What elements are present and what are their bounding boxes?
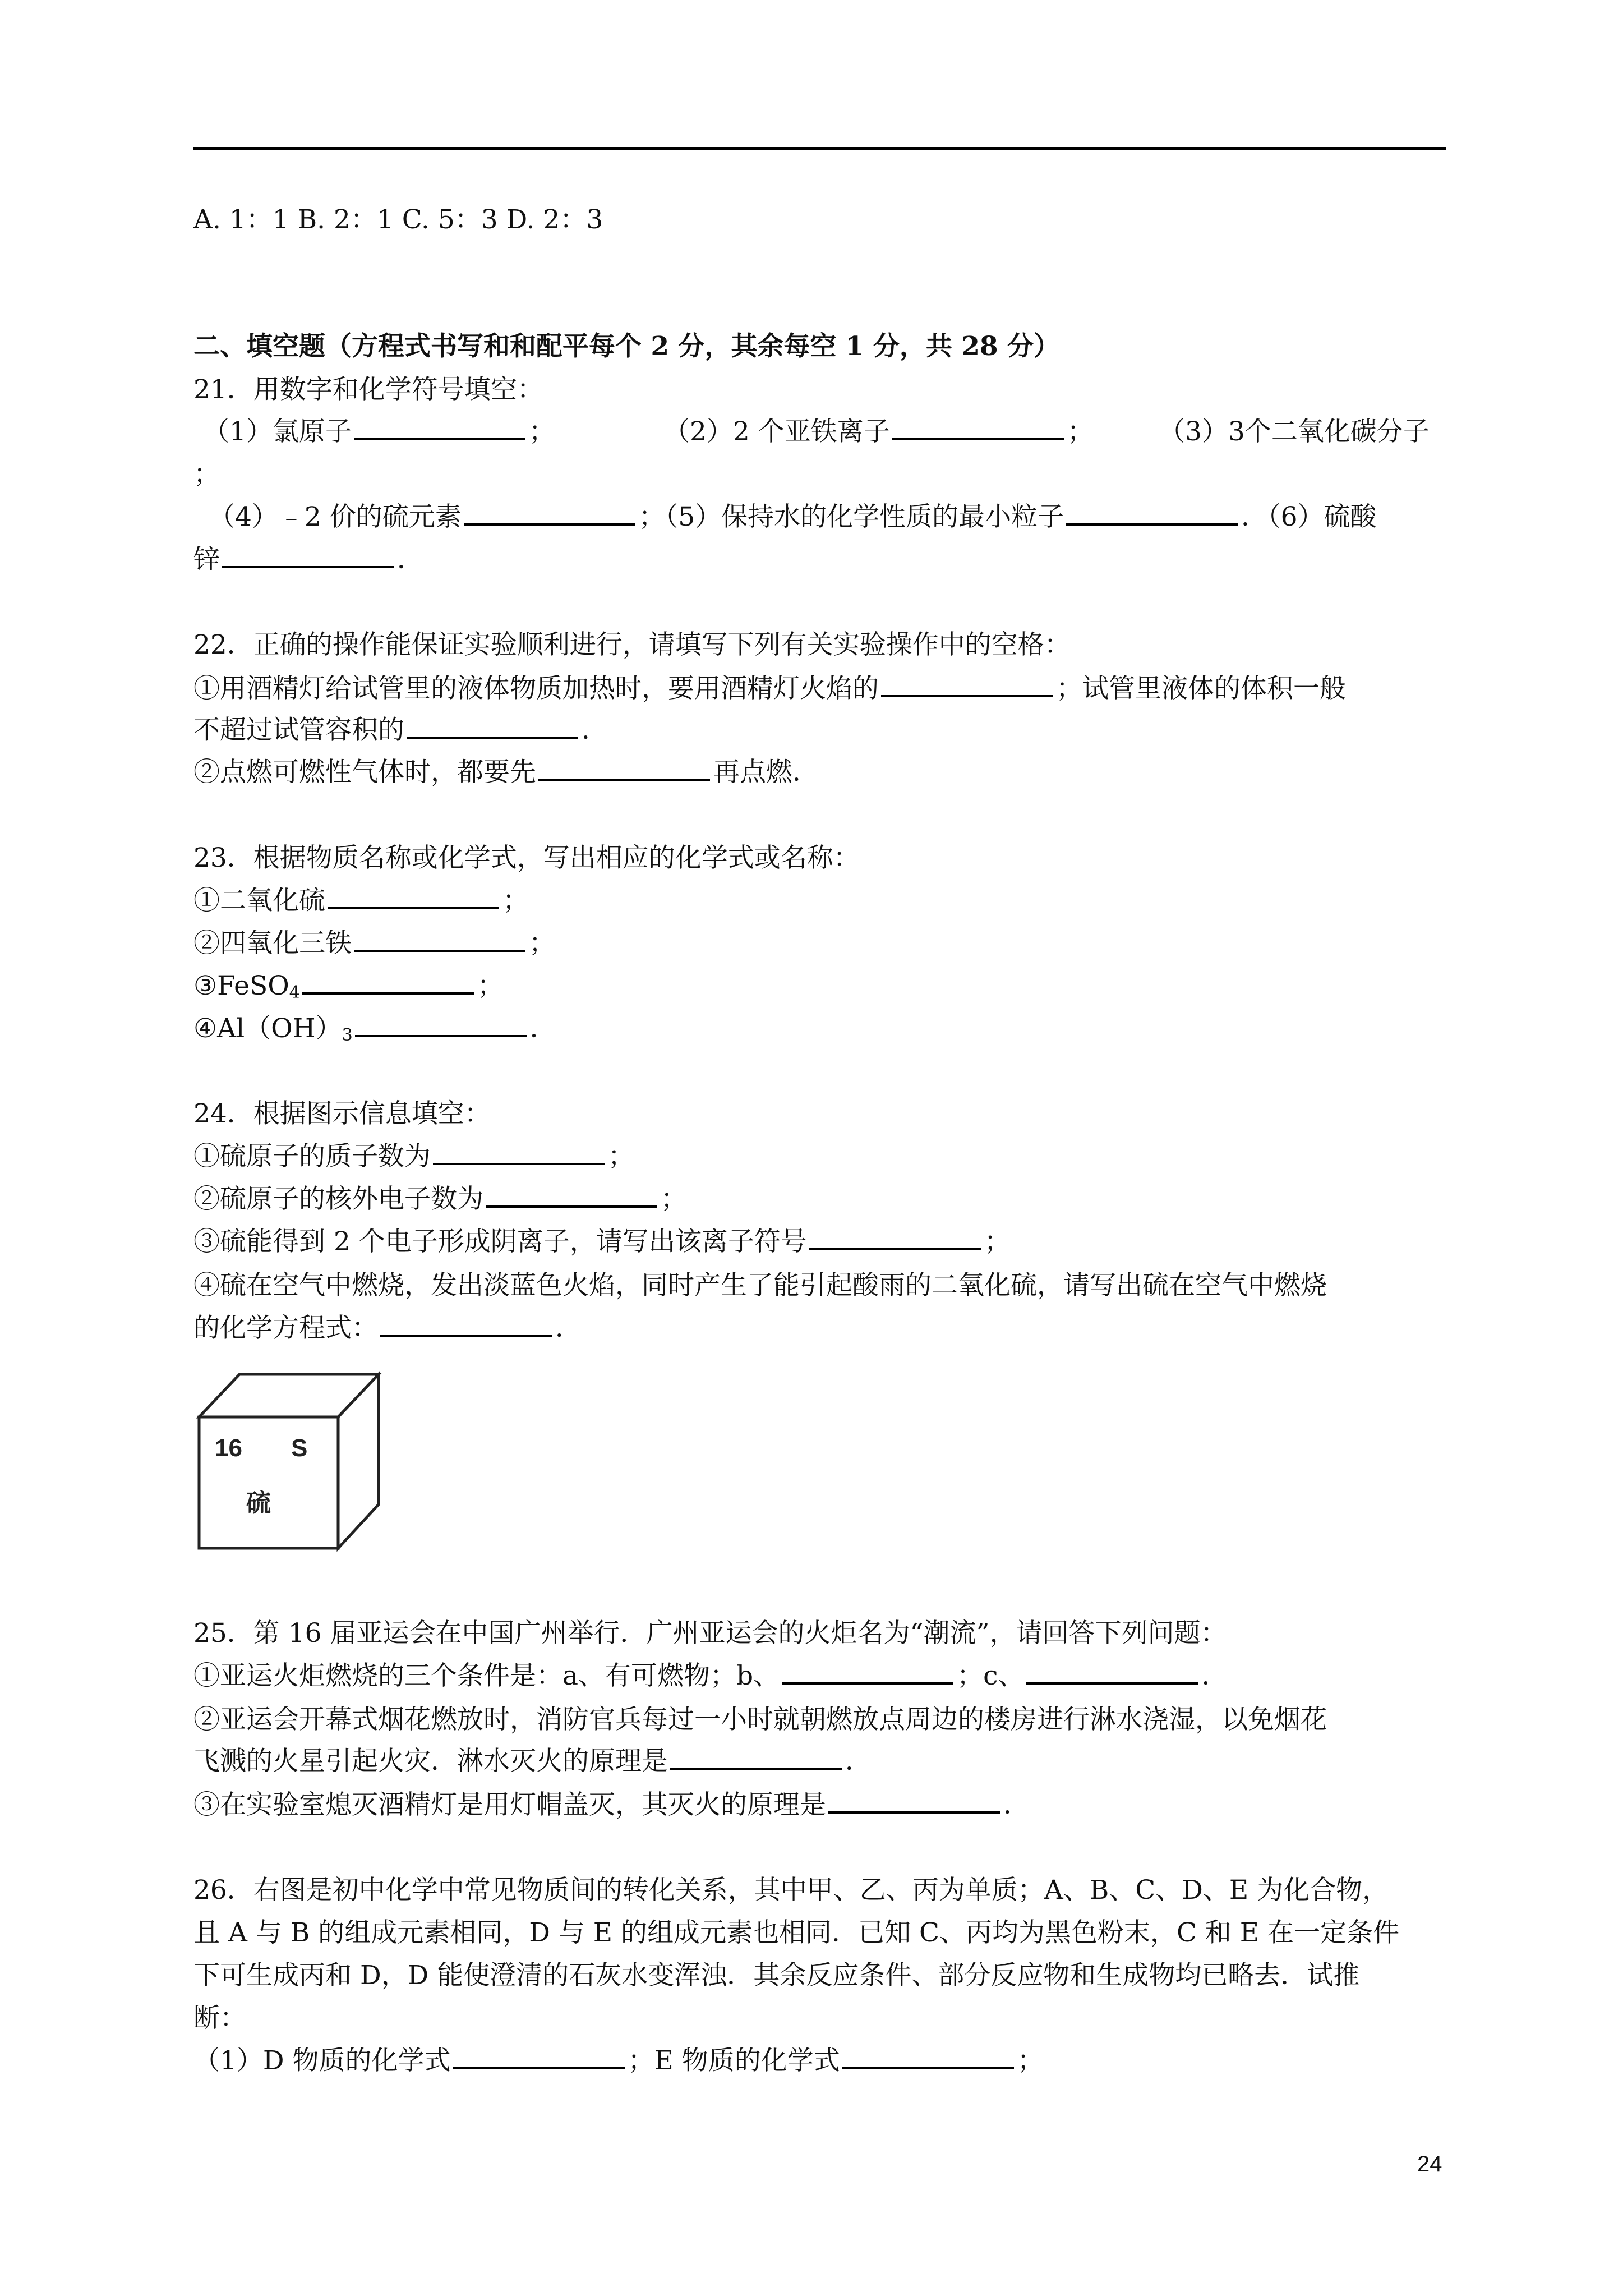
answer-blank[interactable] [892, 438, 1064, 440]
q23-item1-label: ①二氧化硫 [193, 885, 325, 916]
q24-item4: ④硫在空气中燃烧，发出淡蓝色火焰，同时产生了能引起酸雨的二氧化硫，请写出硫在空气中燃烧 [193, 1270, 1327, 1301]
atomic-number: 16 [215, 1434, 242, 1462]
answer-blank[interactable] [782, 1682, 953, 1685]
q22-text-b: ；试管里液体的体积一般 [1056, 673, 1346, 704]
answer-blank[interactable] [1066, 523, 1238, 526]
page-number: 24 [1417, 2152, 1442, 2177]
answer-blank[interactable] [538, 779, 710, 781]
answer-blank[interactable] [809, 1248, 981, 1250]
q22-stem: 22．正确的操作能保证实验顺利进行，请填写下列有关实验操作中的空格： [193, 629, 1071, 660]
q23-item4 [193, 1012, 556, 1052]
answer-blank[interactable] [464, 523, 635, 526]
answer-blank[interactable] [380, 1335, 552, 1337]
q26-line3: 下可生成丙和 D，D 能使澄清的石灰水变浑浊．其余反应条件、部分反应物和生成物均已略去．试推 [193, 1960, 1360, 1991]
q24-item3: ③硫能得到 2 个电子形成阴离子，请写出该离子符号 ； [193, 1226, 1011, 1257]
answer-blank[interactable] [1026, 1682, 1198, 1685]
q26-line5 [193, 2044, 1044, 2078]
q21-line1-b: （2）2 个亚铁离子 ； [663, 416, 1094, 447]
q25-text-e: ． [845, 1746, 872, 1777]
q25-text-a: ①亚运火炬燃烧的三个条件是：a、有可燃物；b、 [193, 1660, 780, 1691]
q22-text-f: 再点燃． [713, 757, 819, 788]
q21-part6: ．（6）硫酸 [1241, 501, 1377, 532]
q23-item4-label: ④Al（OH） [193, 1013, 342, 1044]
q23-item1 [193, 884, 529, 918]
q25-text-g: ． [1003, 1789, 1030, 1820]
q23-item4-end: ． [529, 1013, 556, 1044]
q24-item2: ②硫原子的核外电子数为 ； [193, 1184, 687, 1214]
q24-item1: ①硫原子的质子数为 ； [193, 1141, 634, 1172]
q22-line2 [193, 714, 608, 747]
q25-line1 [193, 1659, 1228, 1693]
q25-line4 [193, 1788, 1030, 1822]
section-title: 二、填空题（方程式书写和和配平每个 2 分，其余每空 1 分，共 28 分） [193, 331, 1060, 362]
q25-text-c: ． [1201, 1660, 1228, 1691]
q23-item2-end: ； [529, 928, 555, 959]
q24-item3-label: ③硫能得到 2 个电子形成阴离子，请写出该离子符号 [193, 1226, 807, 1257]
q21-part2: （2）2 个亚铁离子 [663, 416, 890, 447]
q23-item3-label: ③FeSO [193, 970, 289, 1001]
answer-blank[interactable] [354, 438, 525, 440]
answer-blank[interactable] [842, 2067, 1014, 2069]
answer-blank[interactable] [328, 907, 499, 909]
q22-line3 [193, 756, 819, 789]
q21-stem: 21．用数字和化学符号填空： [193, 374, 543, 405]
q25-stem: 25．第 16 届亚运会在中国广州举行．广州亚运会的火炬名为“潮流”，请回答下列问题： [193, 1618, 1227, 1649]
answer-blank[interactable] [354, 950, 525, 952]
q21-end: ． [397, 544, 423, 575]
answer-blank[interactable] [828, 1811, 1000, 1814]
answer-blank[interactable] [433, 1163, 605, 1165]
q25-text-b: ；c、 [957, 1660, 1025, 1691]
header-rule [193, 147, 1446, 150]
q22-text-a: ①用酒精灯给试管里的液体物质加热时，要用酒精灯火焰的 [193, 673, 879, 704]
answer-blank[interactable] [486, 1205, 657, 1208]
q21-part1: （1）氯原子 [203, 416, 352, 447]
q26-text-c: ； [1017, 2045, 1044, 2076]
q24-stem: 24．根据图示信息填空： [193, 1098, 491, 1129]
q26-line4: 断： [193, 2003, 246, 2033]
answer-blank[interactable] [355, 1035, 527, 1037]
q25-text-f: ③在实验室熄灭酒精灯是用灯帽盖灭，其灭火的原理是 [193, 1789, 826, 1820]
q22-text-e: ②点燃可燃性气体时，都要先 [193, 757, 536, 788]
q26-text-a: （1）D 物质的化学式 [193, 2045, 451, 2076]
q26-line2: 且 A 与 B 的组成元素相同，D 与 E 的组成元素也相同．已知 C、丙均为黑色粉末，C 和 E 在一定条件 [193, 1917, 1400, 1948]
q23-item3-subscript: 4 [289, 983, 300, 1002]
q24-item2-label: ②硫原子的核外电子数为 [193, 1184, 483, 1214]
answer-blank[interactable] [670, 1768, 842, 1770]
q22-text-c: 不超过试管容积的 [193, 715, 404, 746]
q23-item1-end: ； [502, 885, 529, 916]
answer-blank[interactable] [302, 992, 474, 995]
q22-line1 [193, 672, 1346, 706]
q21-line3 [193, 543, 423, 577]
q24-item4-label: 的化学方程式： [193, 1313, 378, 1343]
q23-item2-label: ②四氧化三铁 [193, 928, 352, 959]
previous-question-options: A. 1：1 B. 2：1 C. 5：3 D. 2：3 [193, 204, 603, 235]
q25-text-d: 飞溅的火星引起火灾．淋水灭火的原理是 [193, 1746, 668, 1777]
q24-item4-cont: 的化学方程式： ． [193, 1313, 582, 1343]
q21-part5: ；（5）保持水的化学性质的最小粒子 [638, 501, 1064, 532]
q23-item2 [193, 927, 555, 960]
q21-part6-b: 锌 [193, 544, 220, 575]
answer-blank[interactable] [407, 737, 578, 739]
q23-stem: 23．根据物质名称或化学式，写出相应的化学式或名称： [193, 843, 860, 873]
q23-item3-end: ； [477, 970, 504, 1001]
sulfur-element-cube [193, 1369, 384, 1554]
q26-line1: 26．右图是初中化学中常见物质间的转化关系，其中甲、乙、丙为单质；A、B、C、D、E 为化合物， [193, 1875, 1389, 1906]
q23-item3 [193, 969, 504, 1010]
element-name: 硫 [246, 1489, 271, 1517]
q21-part4: （4）﹣2 价的硫元素 [209, 501, 462, 532]
q21-part3: （3）3个二氧化碳分子 [1159, 416, 1430, 447]
q22-text-d: ． [582, 715, 608, 746]
answer-blank[interactable] [881, 695, 1053, 697]
q21-part3-end: ； [193, 459, 220, 490]
q21-line1: （1）氯原子 ； [203, 416, 555, 447]
q25-line3 [193, 1745, 872, 1778]
q21-line2 [209, 500, 1377, 534]
q24-item1-label: ①硫原子的质子数为 [193, 1141, 431, 1172]
q25-line2: ②亚运会开幕式烟花燃放时，消防官兵每过一小时就朝燃放点周边的楼房进行淋水浇湿，以免烟花 [193, 1704, 1327, 1735]
answer-blank[interactable] [453, 2067, 625, 2069]
q26-text-b: ；E 物质的化学式 [628, 2045, 840, 2076]
element-symbol: S [291, 1434, 308, 1462]
answer-blank[interactable] [222, 566, 394, 568]
q23-item4-subscript: 3 [342, 1025, 353, 1045]
